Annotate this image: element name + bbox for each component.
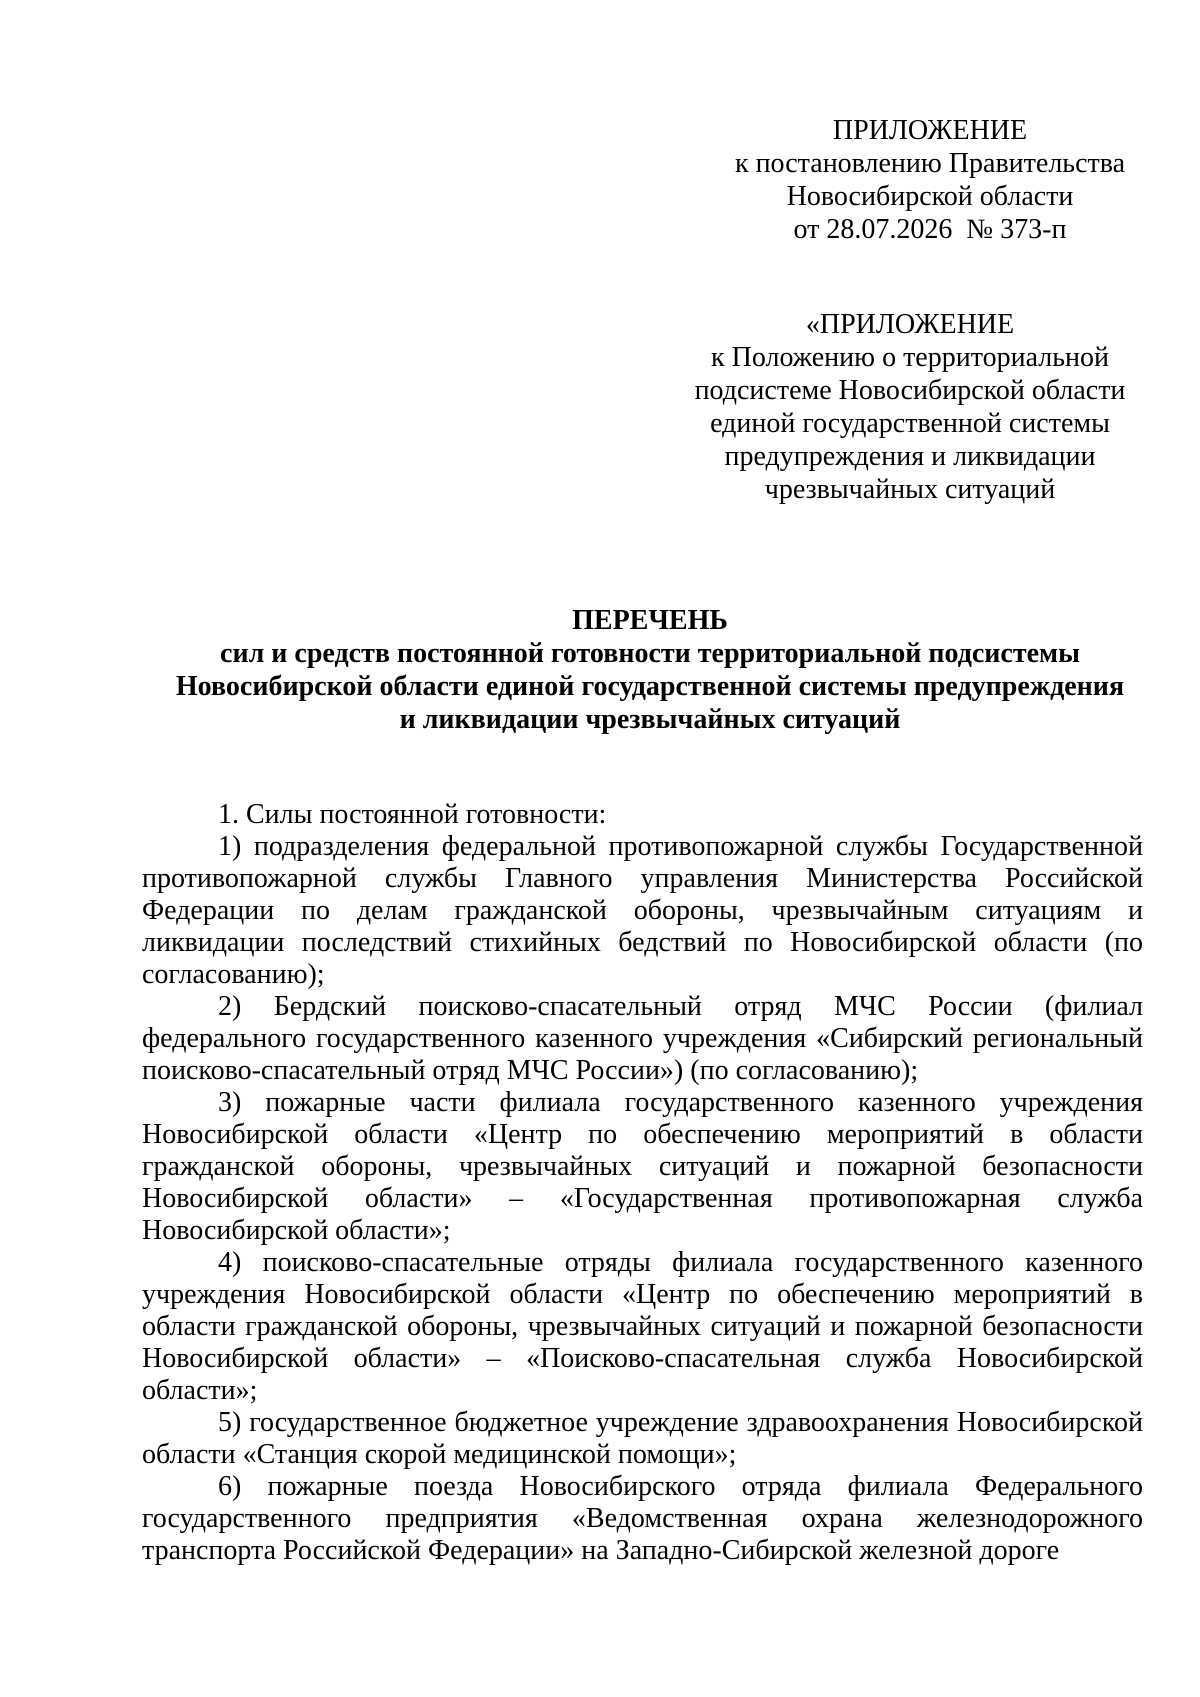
list-item: 2) Бердский поисково-спасательный отряд МЧС России (филиал федерального государственного казенного учреждения «Сибирский региональный поисково-спасательный отряд МЧС России») (по согласованию); (142, 991, 1143, 1086)
title-line-3: и ликвидации чрезвычайных ситуаций (399, 704, 901, 735)
appendix-line-2: Новосибирской области (786, 181, 1074, 212)
section-heading: 1. Силы постоянной готовности: (218, 799, 607, 830)
appendix-header (700, 114, 1160, 246)
inner-appendix-heading: «ПРИЛОЖЕНИЕ (805, 309, 1015, 340)
inner-appendix-line-4: предупреждения и ликвидации (724, 441, 1096, 472)
appendix-heading: ПРИЛОЖЕНИЕ (832, 115, 1028, 146)
inner-appendix-line-1: к Положению о территориальной (711, 342, 1109, 373)
inner-appendix-header (680, 308, 1140, 506)
inner-appendix-line-2: подсистеме Новосибирской области (694, 375, 1126, 406)
appendix-line-1: к постановлению Правительства (734, 148, 1126, 179)
list-item: 1) подразделения федеральной противопожарной службы Государственной противопожарной службы Главного управления Министерства Российской Федерации по делам гражданской обороны, чрезвычайным ситуациям и ликвидации последствий стихийных бедствий по Новосибирской области (по согласованию); (142, 831, 1143, 990)
title-line-1: сил и средств постоянной готовности территориальной подсистемы (220, 638, 1080, 669)
document-body (142, 799, 1143, 1567)
title-line-2: Новосибирской области единой государственной системы предупреждения (175, 671, 1125, 702)
inner-appendix-line-3: единой государственной системы (710, 408, 1110, 439)
document-title (130, 604, 1170, 736)
list-item: 5) государственное бюджетное учреждение здравоохранения Новосибирской области «Станция скорой медицинской помощи»; (142, 1407, 1143, 1470)
inner-appendix-line-5: чрезвычайных ситуаций (764, 474, 1056, 505)
title-heading: ПЕРЕЧЕНЬ (572, 605, 728, 636)
list-item: 3) пожарные части филиала государственного казенного учреждения Новосибирской области «Центр по обеспечению мероприятий в области гражданской обороны, чрезвычайных ситуаций и пожарной безопасности Новосибирской области» – «Государственная противопожарная служба Новосибирской области»; (142, 1087, 1143, 1246)
appendix-date-number: от 28.07.2026 № 373-п (793, 214, 1067, 245)
list-item: 4) поисково-спасательные отряды филиала государственного казенного учреждения Новосибирской области «Центр по обеспечению мероприятий в области гражданской обороны, чрезвычайных ситуаций и пожарной безопасности Новосибирской области» – «Поисково-спасательная служба Новосибирской области»; (142, 1247, 1143, 1406)
list-item: 6) пожарные поезда Новосибирского отряда филиала Федерального государственного предприятия «Ведомственная охрана железнодорожного транспорта Российской Федерации» на Западно-Сибирской железной дороге (142, 1471, 1143, 1566)
